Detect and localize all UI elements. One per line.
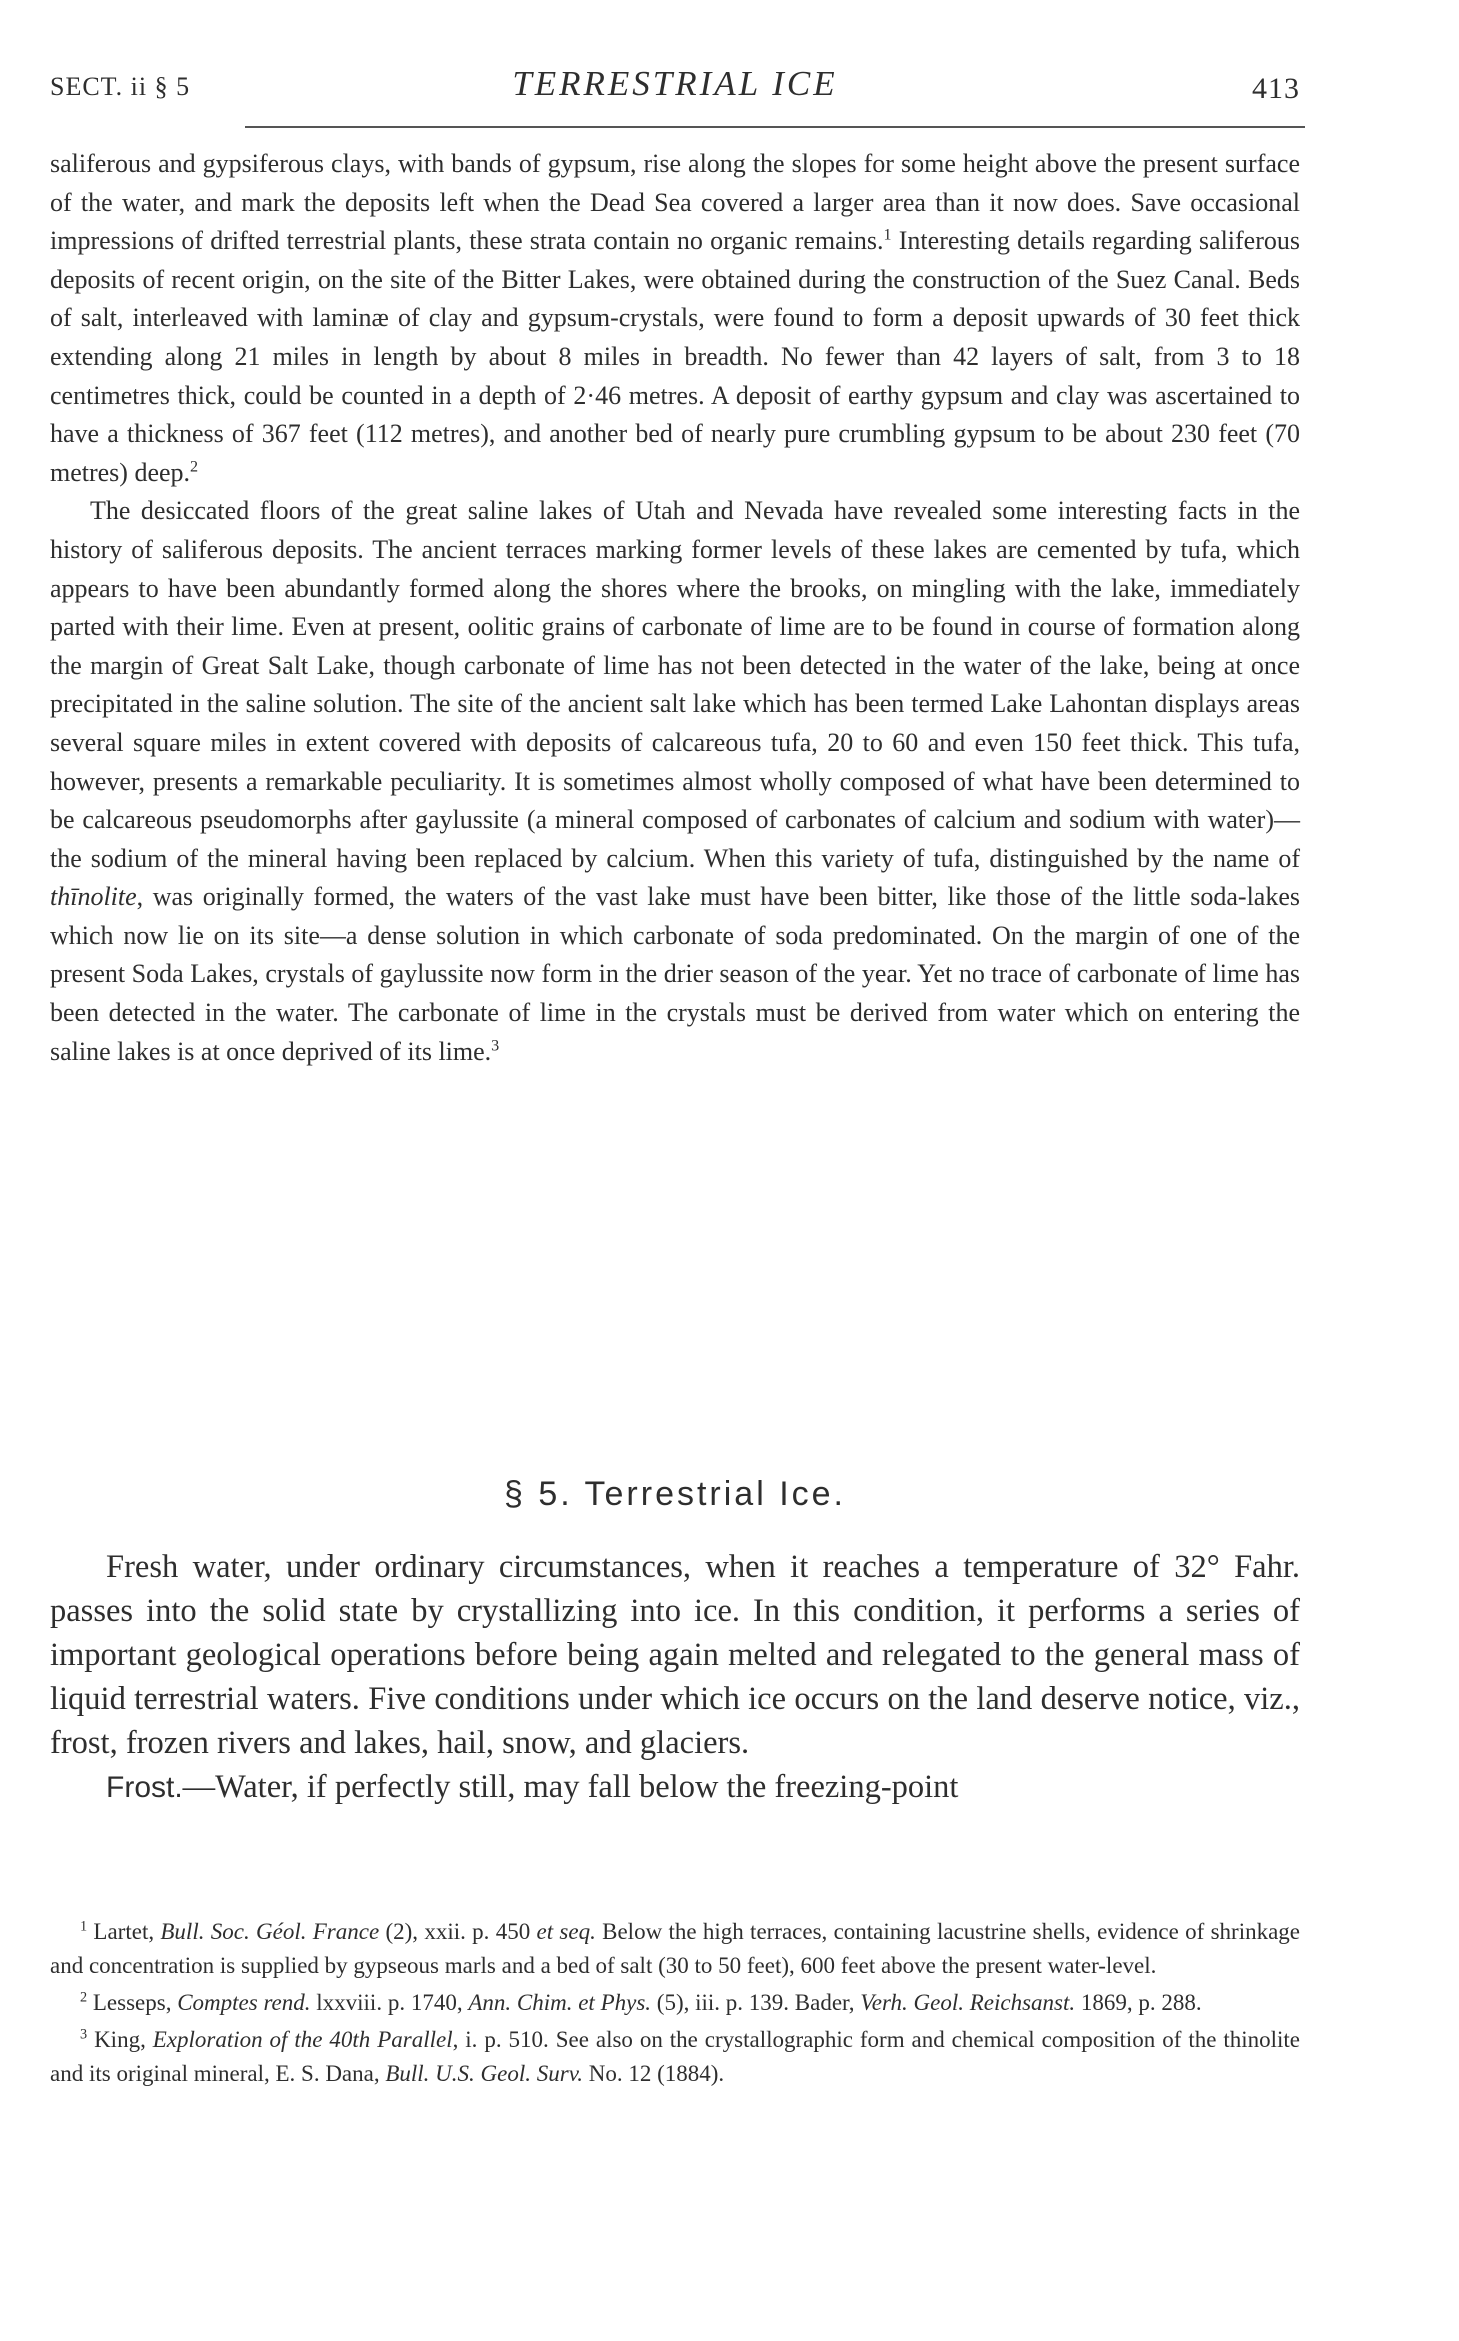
paragraph-text: —Water, if perfectly still, may fall below the freezing-point xyxy=(182,1769,959,1805)
footnote-ref-1[interactable]: 1 xyxy=(883,226,892,244)
footnote-author: Lartet, xyxy=(93,1919,161,1944)
footnote-number: 1 xyxy=(80,1918,88,1935)
footnote-etseq: et seq. xyxy=(536,1919,596,1944)
footnote-source: Ann. Chim. et Phys. xyxy=(468,1990,652,2015)
footnote-detail: (5), iii. p. 139. Bader, xyxy=(651,1990,861,2015)
footnote-1 xyxy=(50,1915,1300,1983)
footnote-text: Below the high terraces, containing lacustrine shells, evidence of shrinkage and concentration is supplied by gypseous marls and a bed of salt (30 to 50 feet), 600 feet above the present water-level. xyxy=(50,1919,1300,1978)
footnotes xyxy=(50,1915,1300,2091)
paragraph-intro: Fresh water, under ordinary circumstances, when it reaches a temperature of 32° Fahr. passes into the solid state by crystallizing into ice. In this condition, it performs a series of important geological operations before being again melted and relegated to the general mass of liquid terrestrial waters. Five conditions under which ice occurs on the land deserve notice, viz., frost, frozen rivers and lakes, hail, snow, and glaciers. xyxy=(50,1549,1300,1761)
running-title: TERRESTRIAL ICE xyxy=(512,64,838,103)
footnote-detail: , i. p. 510. See also on the crystallographic form and chemical composition of the thinolite and its original mineral, E. S. Dana, xyxy=(50,2027,1301,2086)
footnote-author: King, xyxy=(94,2027,153,2052)
footnote-number: 3 xyxy=(80,2026,88,2043)
section-text xyxy=(50,1545,1300,1810)
section-heading: § 5. Terrestrial Ice. xyxy=(503,1475,847,1513)
paragraph-text: The desiccated floors of the great saline lakes of Utah and Nevada have revealed some interesting facts in the history of saliferous deposits. The ancient terraces marking former levels of these lakes are cemented by tufa, which appears to have been abundantly formed along the shores where the brooks, on mingling with the lake, immediately parted with their lime. Even at present, oolitic grains of carbonate of lime are to be found in course of formation along the margin of Great Salt Lake, though carbonate of lime has not been detected in the water of the lake, being at once precipitated in the saline solution. The site of the ancient salt lake which has been termed Lake Lahontan displays areas several square miles in extent covered with deposits of calcareous tufa, 20 to 60 and even 150 feet thick. This tufa, however, presents a remarkable peculiarity. It is sometimes almost wholly composed of what have been determined to be calcareous pseudomorphs after gaylussite (a mineral composed of carbonates of calcium and sodium with water)—the sodium of the mineral having been replaced by calcium. When this variety of tufa, distinguished by the name of xyxy=(50,496,1300,873)
term-thinolite: thīnolite xyxy=(50,882,137,912)
paragraph-text: Interesting details regarding saliferous deposits of recent origin, on the site of the Bitter Lakes, were obtained during the construction of the Suez Canal. Beds of salt, interleaved with laminæ of clay and gypsum-crystals, were found to form a deposit upwards of 30 feet thick extending along 21 miles in length by about 8 miles in breadth. No fewer than 42 layers of salt, from 3 to 18 centimetres thick, could be counted in a depth of 2·46 metres. A deposit of earthy gypsum and clay was ascertained to have a thickness of 367 feet (112 metres), and another bed of nearly pure crumbling gypsum to be about 230 feet (70 metres) deep. xyxy=(50,226,1300,487)
paragraph-text: , was originally formed, the waters of the vast lake must have been bitter, like those of the little soda-lakes which now lie on its site—a dense solution in which carbonate of soda predominated. On the margin of one of the present Soda Lakes, crystals of gaylussite now form in the drier season of the year. Yet no trace of carbonate of lime has been detected in the water. The carbonate of lime in the crystals must be derived from water which on entering the saline lakes is at once deprived of its lime. xyxy=(50,882,1300,1066)
footnote-author: Lesseps, xyxy=(92,1990,178,2015)
footnote-detail: 1869, p. 288. xyxy=(1075,1990,1202,2015)
footnote-detail: (2), xxii. p. 450 xyxy=(379,1919,537,1944)
footnote-detail: lxxviii. p. 1740, xyxy=(310,1990,469,2015)
footnote-detail: No. 12 (1884). xyxy=(582,2061,725,2086)
running-header xyxy=(50,64,1300,114)
footnote-3 xyxy=(50,2023,1300,2091)
section-reference: SECT. ii § 5 xyxy=(50,72,191,101)
footnote-source: Bull. Soc. Géol. France xyxy=(160,1919,380,1944)
main-text xyxy=(50,145,1300,1071)
header-rule xyxy=(245,126,1305,128)
runin-heading-frost: Frost. xyxy=(106,1771,183,1804)
page-number: 413 xyxy=(1252,72,1300,105)
paragraph-dead-sea xyxy=(50,145,1300,492)
footnote-ref-3[interactable]: 3 xyxy=(491,1037,500,1054)
footnote-source: Comptes rend. xyxy=(177,1990,311,2015)
footnote-ref-2[interactable]: 2 xyxy=(190,458,199,476)
footnote-source: Exploration of the 40th Parallel xyxy=(152,2027,453,2052)
footnote-source: Bull. U.S. Geol. Surv. xyxy=(385,2061,583,2086)
paragraph-utah-nevada xyxy=(50,492,1300,1071)
footnote-2 xyxy=(50,1986,1300,2020)
footnote-number: 2 xyxy=(80,1989,88,2006)
paragraph-text: saliferous and gypsiferous clays, with bands of gypsum, rise along the slopes for some height above the present surface of the water, and mark the deposits left when the Dead Sea covered a larger area than it now does. Save occasional impressions of drifted terrestrial plants, these strata contain no organic remains. xyxy=(50,149,1300,256)
footnote-source: Verh. Geol. Reichsanst. xyxy=(860,1990,1076,2015)
paragraph-frost xyxy=(50,1765,1300,1810)
